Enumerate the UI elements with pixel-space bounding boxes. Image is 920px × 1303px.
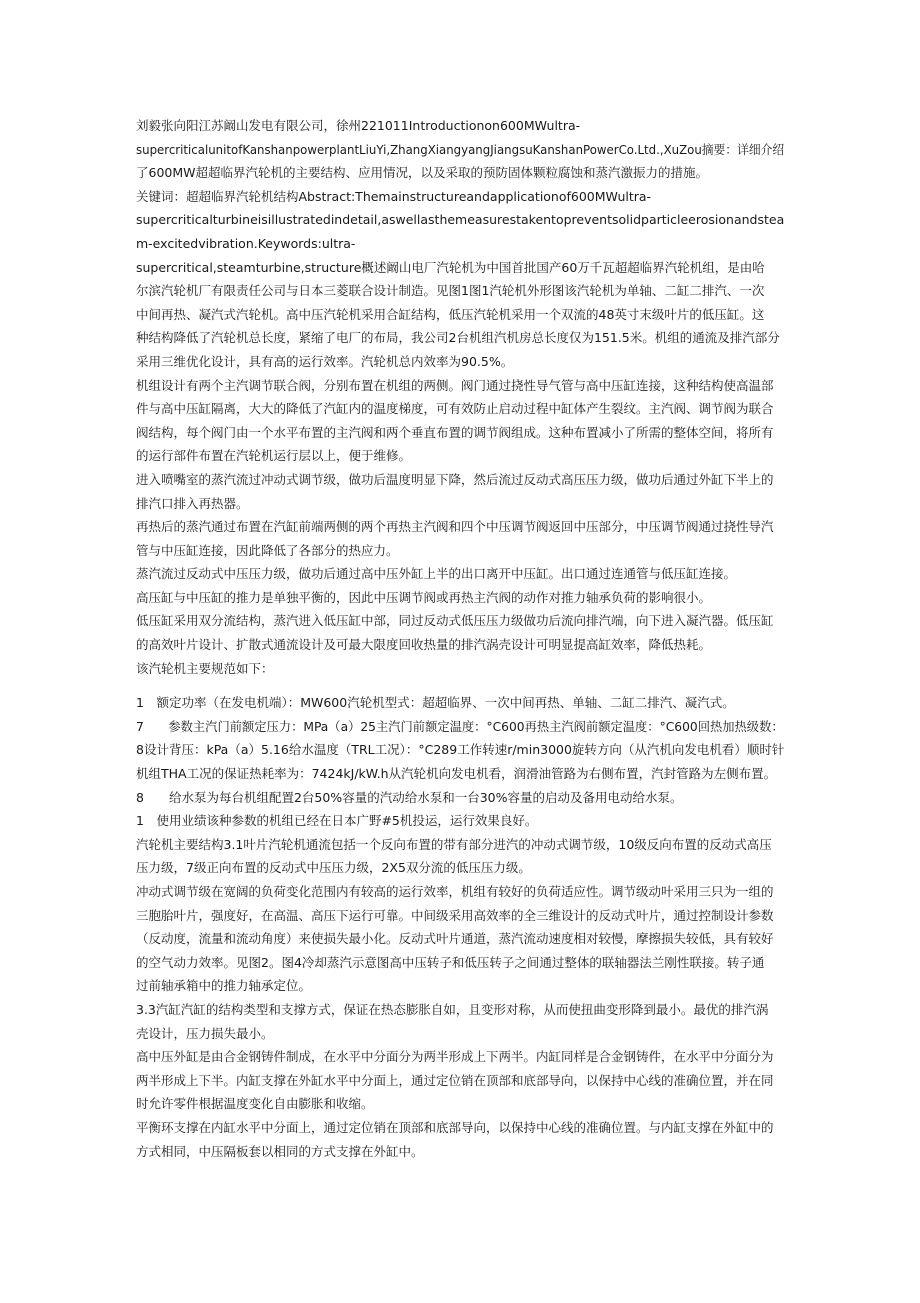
text-line: 的高效叶片设计、扩散式通流设计及可最大限度回收热量的排汽涡壳设计可明显提高缸效率，降低热耗。 xyxy=(136,637,712,653)
text-line: 的运行部件布置在汽轮机运行层以上，便于维修。 xyxy=(136,448,412,464)
text-line: 1 额定功率（在发电机端）：MW600汽轮机型式：超超临界、一次中间再热、单轴、二缸二排汽、凝汽式。 xyxy=(136,695,735,711)
text-line: 排汽口排入再热器。 xyxy=(136,495,249,511)
text-line: 汽轮机主要结构3.1叶片汽轮机通流包括一个反向布置的带有部分进汽的冲动式调节级，10级反向布置的反动式高压 xyxy=(136,836,772,852)
text-line: 了600MW超超临界汽轮机的主要结构、应用情况，以及采取的预防固体颗粒腐蚀和蒸汽激振力的措施。 xyxy=(136,165,709,181)
text-line: 压力级，7级正向布置的反动式中压压力级，2X5双分流的低压压力级。 xyxy=(136,860,531,876)
text-line: 进入喷嘴室的蒸汽流过冲动式调节级，做功后温度明显下降，然后流过反动式高压压力级，做功后通过外缸下半上的 xyxy=(136,471,774,487)
text-line: 刘毅张向阳江苏阚山发电有限公司，徐州221011Introductionon600MWultra- xyxy=(136,118,581,133)
text-line: 中间再热、凝汽式汽轮机。高中压汽轮机采用合缸结构，低压汽轮机采用一个双流的48英寸末级叶片的低压缸。这 xyxy=(136,306,765,322)
text-line: 再热后的蒸汽通过布置在汽缸前端两侧的两个再热主汽阀和四个中压调节阀返回中压部分，中压调节阀通过挠性导汽 xyxy=(136,519,774,535)
text-line: 种结构降低了汽轮机总长度，紧缩了电厂的布局，我公司2台机组汽机房总长度仅为151.5米。机组的通流及排汽部分 xyxy=(136,330,780,346)
text-line: 三胞胎叶片，强度好，在高温、高压下运行可靠。中间级采用高效率的全三维设计的反动式叶片，通过控制设计参数 xyxy=(136,907,774,923)
text-line: 平衡环支撑在内缸水平中分面上，通过定位销在顶部和底部导向，以保持中心线的准确位置。与内缸支撑在外缸中的 xyxy=(136,1119,774,1135)
text-line: 两半形成上下半。内缸支撑在外缸水平中分面上，通过定位销在顶部和底部导向，以保持中心线的准确位置，并在同 xyxy=(136,1072,774,1088)
text-line: 低压缸采用双分流结构，蒸汽进入低压缸中部，同过反动式低压压力级做功后流向排汽端，向下进入凝汽器。低压缸 xyxy=(136,613,774,629)
paragraph-gap xyxy=(136,680,776,691)
text-line: 采用三维优化设计，具有高的运行效率。汽轮机总内效率为90.5%。 xyxy=(136,353,514,369)
text-line: 阀结构，每个阀门由一个水平布置的主汽阀和两个垂直布置的调节阀组成。这种布置减小了所需的整体空间，将所有 xyxy=(136,424,774,440)
text-line: （反动度，流量和流动角度）来使损失最小化。反动式叶片通道，蒸汽流动速度相对较慢，摩擦损失较低，具有较好 xyxy=(136,931,774,947)
text-line: 高中压外缸是由合金钢铸件制成，在水平中分面分为两半形成上下两半。内缸同样是合金钢铸件，在水平中分面分为 xyxy=(136,1049,774,1065)
text-line: 该汽轮机主要规范如下： xyxy=(136,660,274,676)
text-line: 蒸汽流过反动式中压压力级，做功后通过高中压外缸上半的出口离开中压缸。出口通过连通管与低压缸连接。 xyxy=(136,566,737,582)
document-body xyxy=(136,114,785,1163)
text-line: 3.3汽缸汽缸的结构类型和支撑方式，保证在热态膨胀自如，且变形对称，从而使扭曲变形降到最小。最优的排汽涡 xyxy=(136,1001,769,1017)
text-line: m-excitedvibration.Keywords:ultra- xyxy=(136,235,356,251)
text-line: 方式相同，中压隔板套以相同的方式支撑在外缸中。 xyxy=(136,1143,424,1159)
text-line: 1 使用业绩该种参数的机组已经在日本广野#5机投运，运行效果良好。 xyxy=(136,813,538,829)
text-line: 7 参数主汽门前额定压力：MPa（a）25主汽门前额定温度：°C600再热主汽阀前额定温度：°C600回热加热级数： xyxy=(136,718,784,734)
text-line: 机组设计有两个主汽调节联合阀，分别布置在机组的两侧。阀门通过挠性导气管与高中压缸连接，这种结构使高温部 xyxy=(136,377,774,393)
text-line: 冲动式调节级在宽阔的负荷变化范围内有较高的运行效率，机组有较好的负荷适应性。调节级动叶采用三只为一组的 xyxy=(136,884,774,899)
text-line: 的空气动力效率。见图2。图4冷却蒸汽示意图高中压转子和低压转子之间通过整体的联轴器法兰刚性联接。转子通 xyxy=(136,954,765,970)
text-line: 件与高中压缸隔离，大大的降低了汽缸内的温度梯度，可有效防止启动过程中缸体产生裂纹。主汽阀、调节阀为联合 xyxy=(136,401,774,417)
text-line: supercritical,steamturbine,structure概述阚山电厂汽轮机为中国首批国产60万千瓦超超临界汽轮机组，是由哈 xyxy=(136,259,765,275)
text-line: 关键词：超超临界汽轮机结构Abstract:Themainstructureandapplicationof600MWultra- xyxy=(136,188,652,204)
text-line: 管与中压缸连接，因此降低了各部分的热应力。 xyxy=(136,542,399,558)
text-line: 尔滨汽轮机厂有限责任公司与日本三菱联合设计制造。见图1图1汽轮机外形图该汽轮机为单轴、二缸二排汽、一次 xyxy=(136,283,765,299)
text-line: 高压缸与中压缸的推力是单独平衡的，因此中压调节阀或再热主汽阀的动作对推力轴承负荷的影响很小。 xyxy=(136,589,712,605)
text-line: 时允许零件根据温度变化自由膨胀和收缩。 xyxy=(136,1096,374,1112)
text-line: 8设计背压：kPa（a）5.16给水温度（TRL工况）：°C289工作转速r/min3000旋转方向（从汽机向发电机看）顺时针 xyxy=(136,742,785,758)
text-line: 过前轴承箱中的推力轴承定位。 xyxy=(136,978,312,994)
text-line: supercriticalunitofKanshanpowerplantLiuYi,ZhangXiangyangJiangsuKanshanPowerCo.Ltd.,XuZou摘要：详细介绍 xyxy=(136,141,785,157)
text-line: 机组THA工况的保证热耗率为：7424kJ/kW.h从汽轮机向发电机看，润滑油管路为右侧布置，汽封管路为左侧布置。 xyxy=(136,766,777,782)
text-line: 壳设计，压力损失最小。 xyxy=(136,1025,274,1041)
text-line: supercriticalturbineisillustratedindetail,aswellasthemeasurestakentopreventsolidparticleerosionandstea xyxy=(136,212,785,228)
text-line: 8 给水泵为每台机组配置2台50%容量的汽动给水泵和一台30%容量的启动及备用电动给水泵。 xyxy=(136,789,683,805)
